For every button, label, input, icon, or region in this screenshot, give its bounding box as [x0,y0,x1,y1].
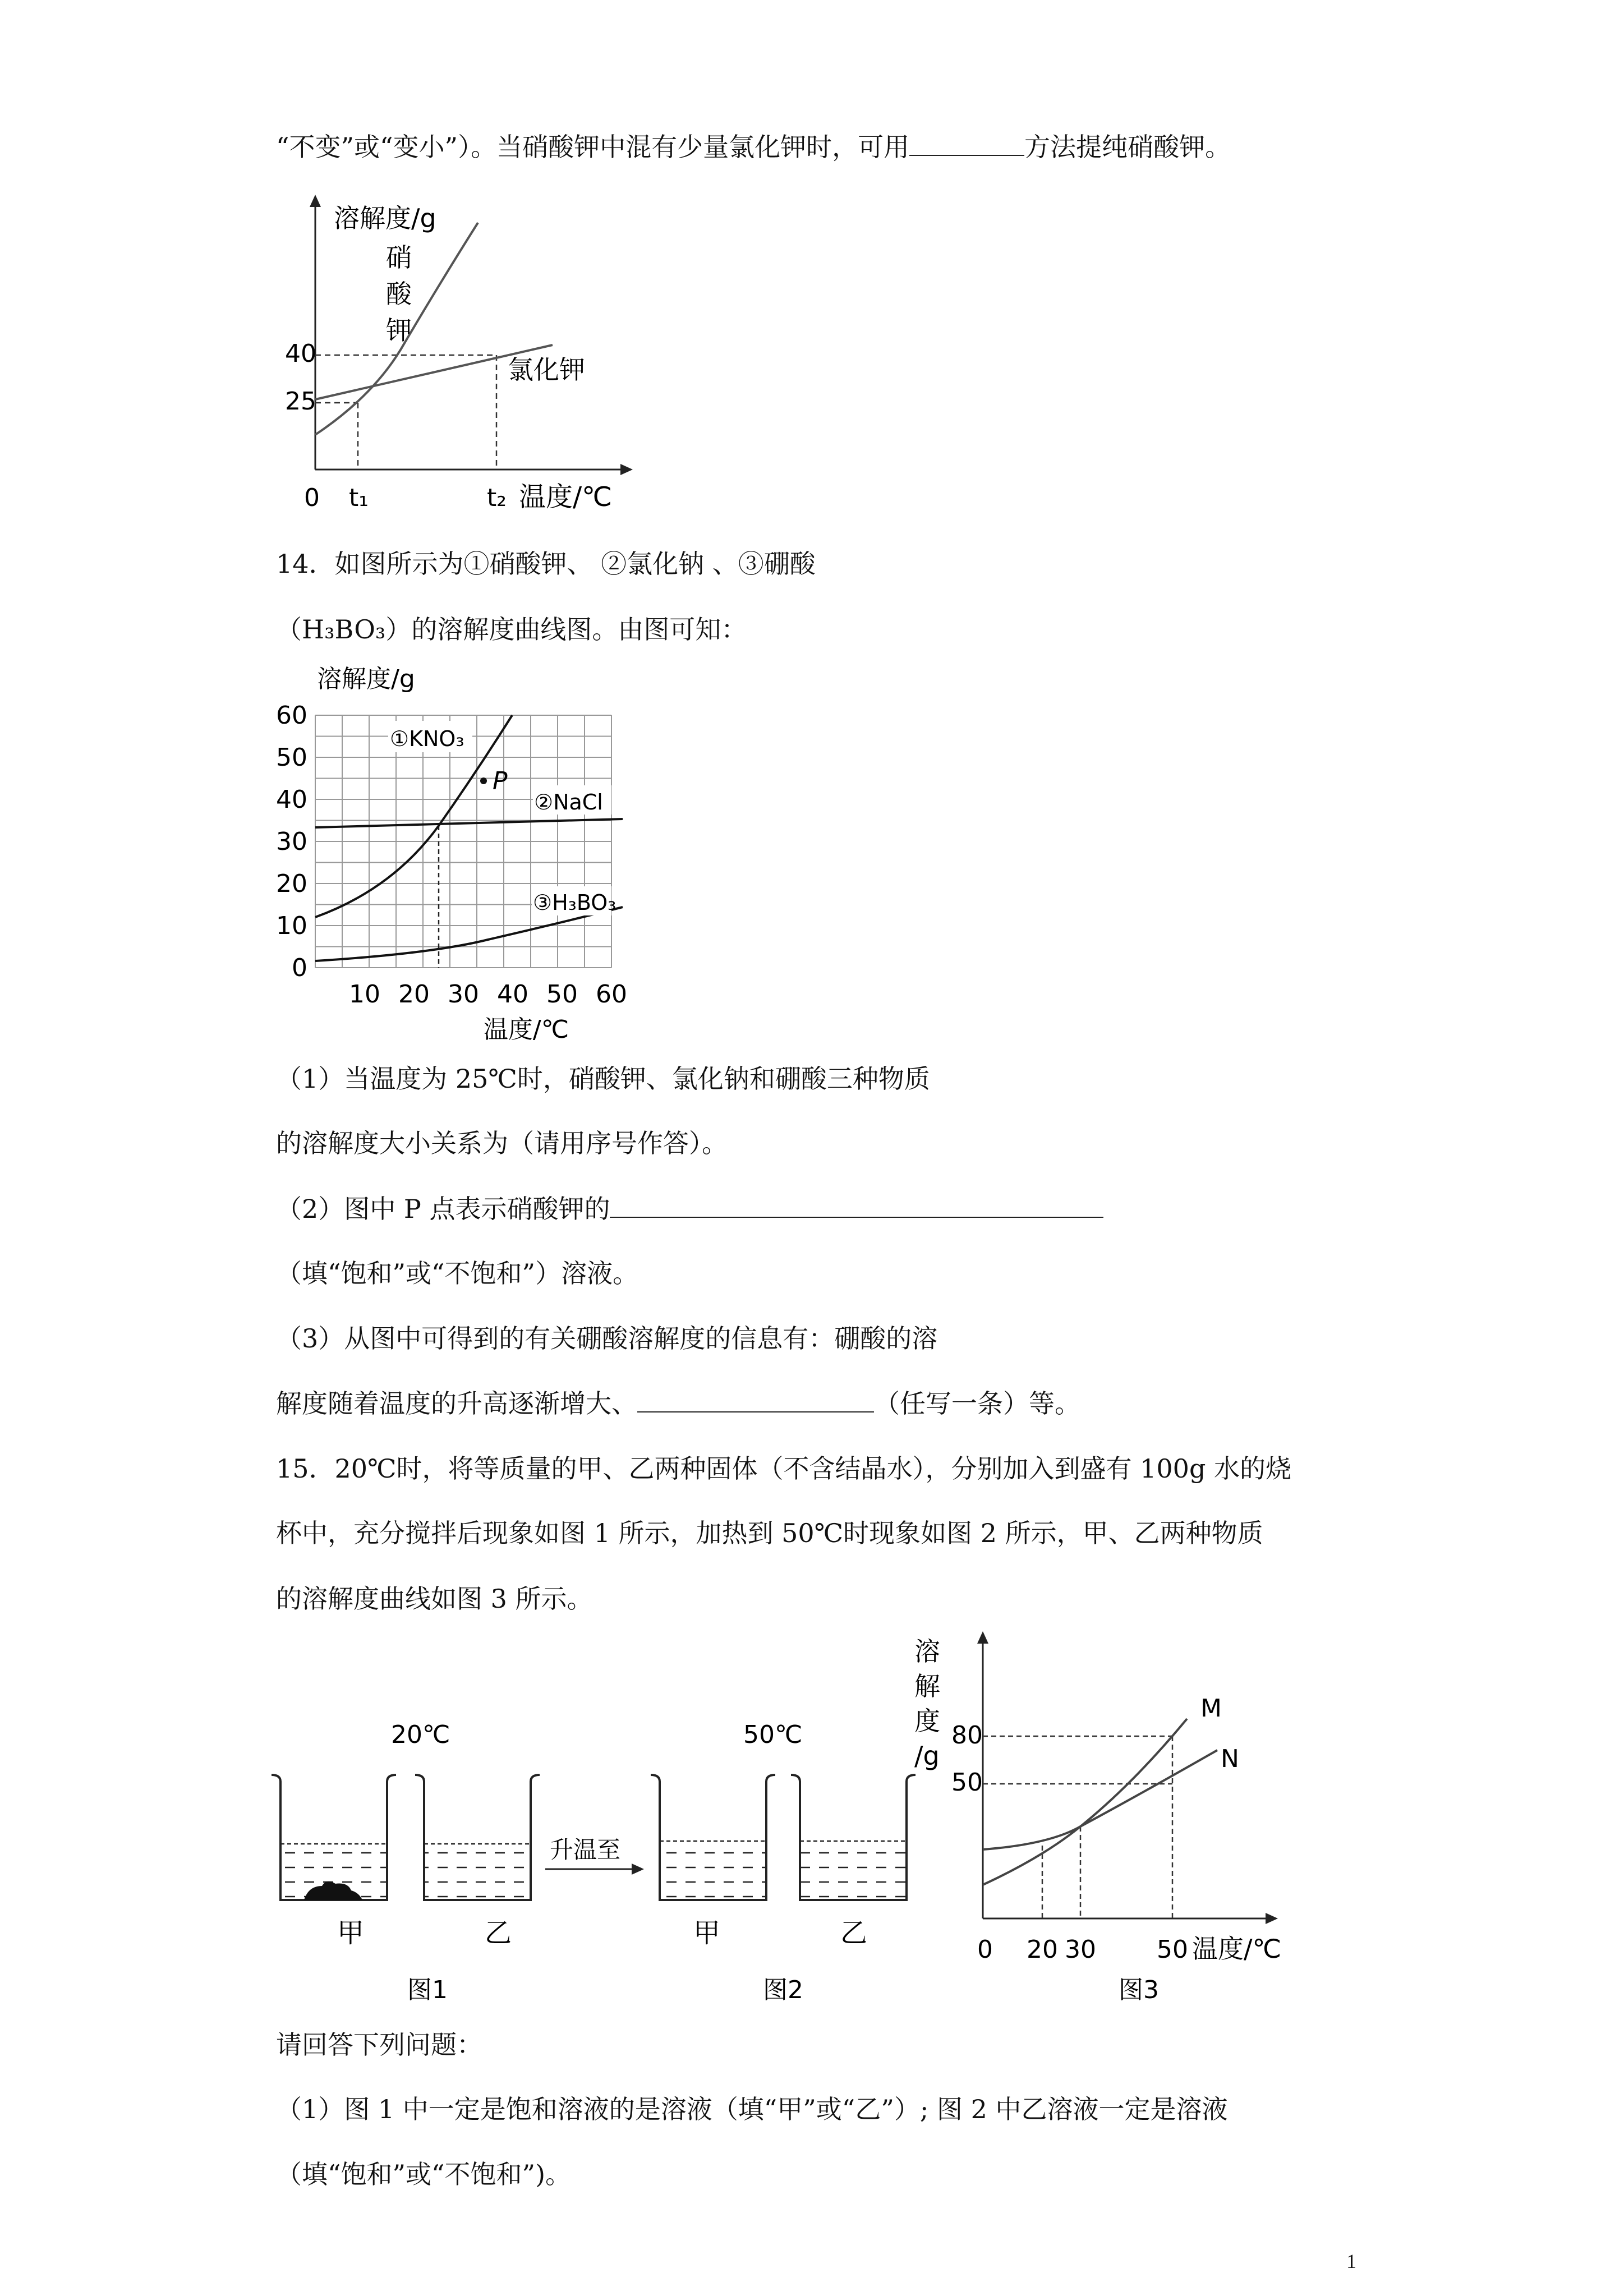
fig14-ytick-40: 40 [276,785,307,814]
beaker-label-jia-1: 甲 [337,1917,365,1949]
fig14-xlabel: 温度/℃ [483,1015,569,1041]
fig-kcl-xtick-t2: t₂ [487,484,507,512]
curve-n [983,1750,1217,1849]
fig-kcl-origin: 0 [304,484,320,512]
q14-line-2: （H₃BO₃）的溶解度曲线图。由图可知： [276,614,747,645]
q14-sub1-line-2: 的溶解度大小关系为（请用序号作答）。 [276,1128,728,1158]
fig3-xtick-50: 50 [1157,1935,1188,1964]
fig-kcl-kno3-label-3: 钾 [386,315,412,346]
answer-blank-p-point[interactable] [610,1192,1103,1218]
fig3-xtick-0: 0 [977,1935,993,1964]
q14-solubility-figure [264,665,668,1041]
beaker-label-yi-2: 乙 [840,1917,868,1949]
fig3-ylabel-4: /g [914,1741,940,1771]
fig2-caption: 图2 [763,1976,803,2004]
fig14-ytick-50: 50 [276,743,307,772]
fig1-temp-label: 20℃ [391,1720,450,1749]
fig-kcl-ytick-40: 40 [285,339,316,368]
point-p [480,777,487,784]
beaker-jia-20c [272,1775,396,1900]
q15-sub1-line-2: （填“饱和”或“不饱和”)。 [276,2159,572,2189]
q15-line-2: 杯中，充分搅拌后现象如图 1 所示，加热到 50℃时现象如图 2 所示，甲、乙两种物质 [276,1518,1263,1548]
heat-arrow-label: 升温至 [550,1836,621,1864]
q15-line-3: 的溶解度曲线如图 3 所示。 [276,1584,593,1614]
fig14-h3bo3-label: ③H₃BO₃ [533,890,617,915]
fig3-curve-n-label: N [1221,1745,1239,1773]
beaker-label-jia-2: 甲 [693,1917,721,1949]
q15-ask-line: 请回答下列问题： [276,2030,482,2060]
answer-blank-method[interactable] [909,130,1024,156]
fig1-caption: 图1 [407,1976,448,2004]
fig14-nacl-label: ②NaCl [534,790,603,815]
fig14-point-p-label: P [493,767,508,795]
fig3-ylabel-2: 解 [914,1671,940,1701]
fig-kcl-ylabel: 溶解度/g [334,203,436,233]
fig14-ytick-30: 30 [276,827,307,856]
q15-figure [264,1627,1318,2019]
beaker-yi-50c [791,1775,915,1900]
fig3-xlabel: 温度/℃ [1192,1934,1282,1964]
fig14-xtick-30: 30 [448,980,479,1009]
fig14-xtick-60: 60 [596,980,627,1009]
fig-kcl-xtick-t1: t₁ [349,484,369,512]
fig2-temp-label: 50℃ [743,1720,803,1749]
q14-sub1-line-1: （1）当温度为 25℃时，硝酸钾、氯化钠和硼酸三种物质 [276,1064,930,1094]
q14-sub2-line-2: （填“饱和”或“不饱和”）溶液。 [276,1258,639,1289]
fig-kcl-kcl-label: 氯化钾 [508,355,585,385]
fig3-ytick-80: 80 [951,1721,983,1750]
fig14-xtick-40: 40 [497,980,528,1009]
fig14-ytick-10: 10 [276,912,307,940]
fig3-curve-m-label: M [1200,1694,1222,1723]
fig14-xtick-20: 20 [398,980,430,1009]
q14-sub3-line-1: （3）从图中可得到的有关硼酸溶解度的信息有：硼酸的溶 [276,1323,938,1354]
page-number: 1 [1346,2250,1356,2272]
q14-line-1: 14．如图所示为①硝酸钾、 ②氯化钠 、③硼酸 [276,549,816,579]
fig14-ytick-60: 60 [276,701,307,730]
fig-kcl-kno3-label-1: 硝 [386,242,412,273]
fig14-xtick-50: 50 [546,980,578,1009]
q15-line-1: 15．20℃时，将等质量的甲、乙两种固体（不含结晶水），分别加入到盛有 100g 水的烧 [276,1453,1292,1484]
beaker-label-yi-1: 乙 [484,1917,512,1949]
fig-kcl-kno3-label-2: 酸 [386,279,412,309]
fig-kcl-ytick-25: 25 [285,387,316,416]
fig14-ytick-20: 20 [276,869,307,898]
fig3-xtick-30: 30 [1065,1935,1096,1964]
q14-sub3-line-2: 解度随着温度的升高逐渐增大、 （任写一条）等。 [276,1387,1080,1420]
q14-sub2-line-1: （2）图中 P 点表示硝酸钾的 [276,1192,1103,1226]
fig3-ylabel-1: 溶 [914,1636,940,1667]
fig14-kno3-label: ①KNO₃ [390,726,464,751]
kcl-kno3-solubility-figure [280,188,662,524]
fig14-ytick-0: 0 [292,954,307,982]
fig3-ytick-50: 50 [951,1768,983,1797]
fig-kcl-xlabel: 温度/℃ [519,481,613,513]
curve-m [983,1719,1187,1885]
q15-sub1-line-1: （1）图 1 中一定是饱和溶液的是溶液（填“甲”或“乙”）; 图 2 中乙溶液一定是溶液 [276,2094,1228,2124]
beaker-jia-50c [651,1775,775,1900]
beaker-yi-20c [415,1775,540,1900]
fig3-ylabel-3: 度 [914,1706,940,1736]
fig14-ylabel: 溶解度/g [317,665,415,693]
fig14-xtick-10: 10 [349,980,380,1009]
text-line-1: “不变”或“变小”）。当硝酸钾中混有少量氯化钾时，可用 方法提纯硝酸钾。 [276,130,1231,164]
answer-blank-boric-acid[interactable] [637,1387,874,1412]
fig3-caption: 图3 [1119,1976,1159,2004]
fig3-xtick-20: 20 [1027,1935,1058,1964]
